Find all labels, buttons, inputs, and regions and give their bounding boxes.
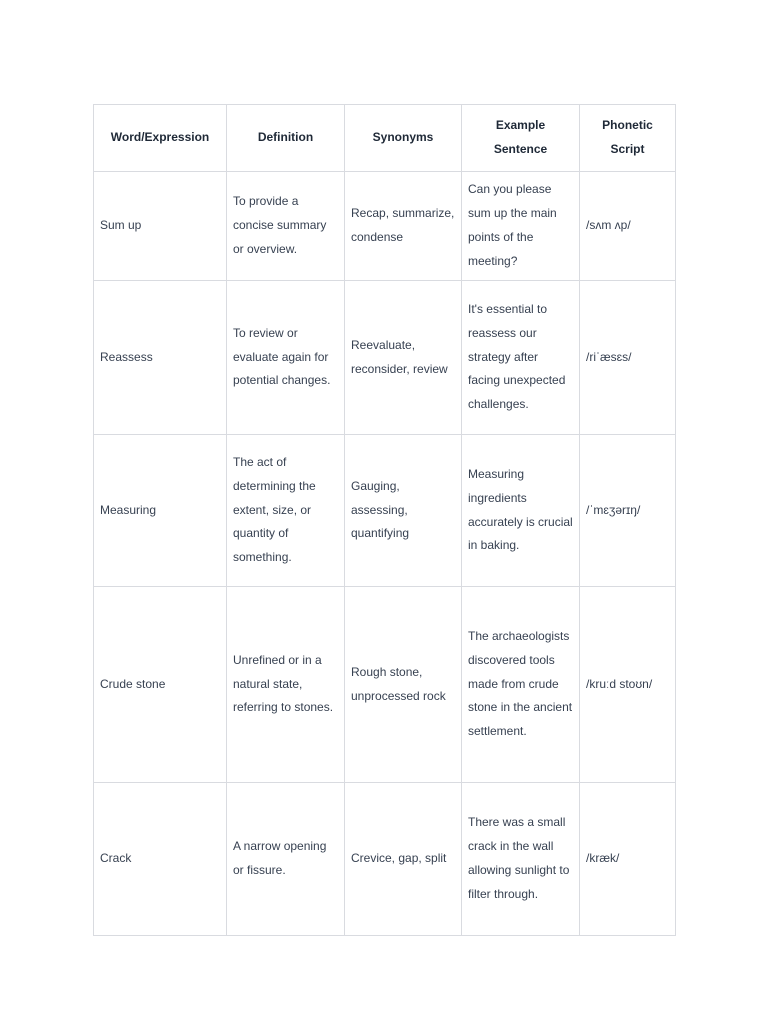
table-row xyxy=(94,783,676,936)
word-cell: Crude stone xyxy=(94,587,227,783)
phonetic-cell: /kruːd stoʊn/ xyxy=(580,587,676,783)
synonyms-cell: Recap, summarize, condense xyxy=(345,172,462,281)
word-cell: Sum up xyxy=(94,172,227,281)
vocabulary-table xyxy=(93,104,676,936)
header-definition: Definition xyxy=(227,105,345,172)
synonyms-cell: Crevice, gap, split xyxy=(345,783,462,936)
header-example-sentence: Example Sentence xyxy=(462,105,580,172)
table-row xyxy=(94,587,676,783)
example-cell: It's essential to reassess our strategy after facing unexpected challenges. xyxy=(462,281,580,435)
synonyms-cell: Gauging, assessing, quantifying xyxy=(345,435,462,587)
synonyms-cell: Reevaluate, reconsider, review xyxy=(345,281,462,435)
definition-cell: Unrefined or in a natural state, referring to stones. xyxy=(227,587,345,783)
example-cell: Measuring ingredients accurately is crucial in baking. xyxy=(462,435,580,587)
table-row xyxy=(94,281,676,435)
table-row xyxy=(94,172,676,281)
header-phonetic-script: Phonetic Script xyxy=(580,105,676,172)
phonetic-cell: /riˈæsɛs/ xyxy=(580,281,676,435)
definition-cell: To provide a concise summary or overview. xyxy=(227,172,345,281)
definition-cell: A narrow opening or fissure. xyxy=(227,783,345,936)
example-cell: The archaeologists discovered tools made from crude stone in the ancient settlement. xyxy=(462,587,580,783)
phonetic-cell: /ˈmɛʒərɪŋ/ xyxy=(580,435,676,587)
word-cell: Crack xyxy=(94,783,227,936)
header-word-expression: Word/Expression xyxy=(94,105,227,172)
definition-cell: The act of determining the extent, size, or quantity of something. xyxy=(227,435,345,587)
word-cell: Reassess xyxy=(94,281,227,435)
definition-cell: To review or evaluate again for potential changes. xyxy=(227,281,345,435)
header-synonyms: Synonyms xyxy=(345,105,462,172)
phonetic-cell: /sʌm ʌp/ xyxy=(580,172,676,281)
example-cell: There was a small crack in the wall allowing sunlight to filter through. xyxy=(462,783,580,936)
synonyms-cell: Rough stone, unprocessed rock xyxy=(345,587,462,783)
word-cell: Measuring xyxy=(94,435,227,587)
table-header-row xyxy=(94,105,676,172)
table-row xyxy=(94,435,676,587)
example-cell: Can you please sum up the main points of the meeting? xyxy=(462,172,580,281)
phonetic-cell: /kræk/ xyxy=(580,783,676,936)
